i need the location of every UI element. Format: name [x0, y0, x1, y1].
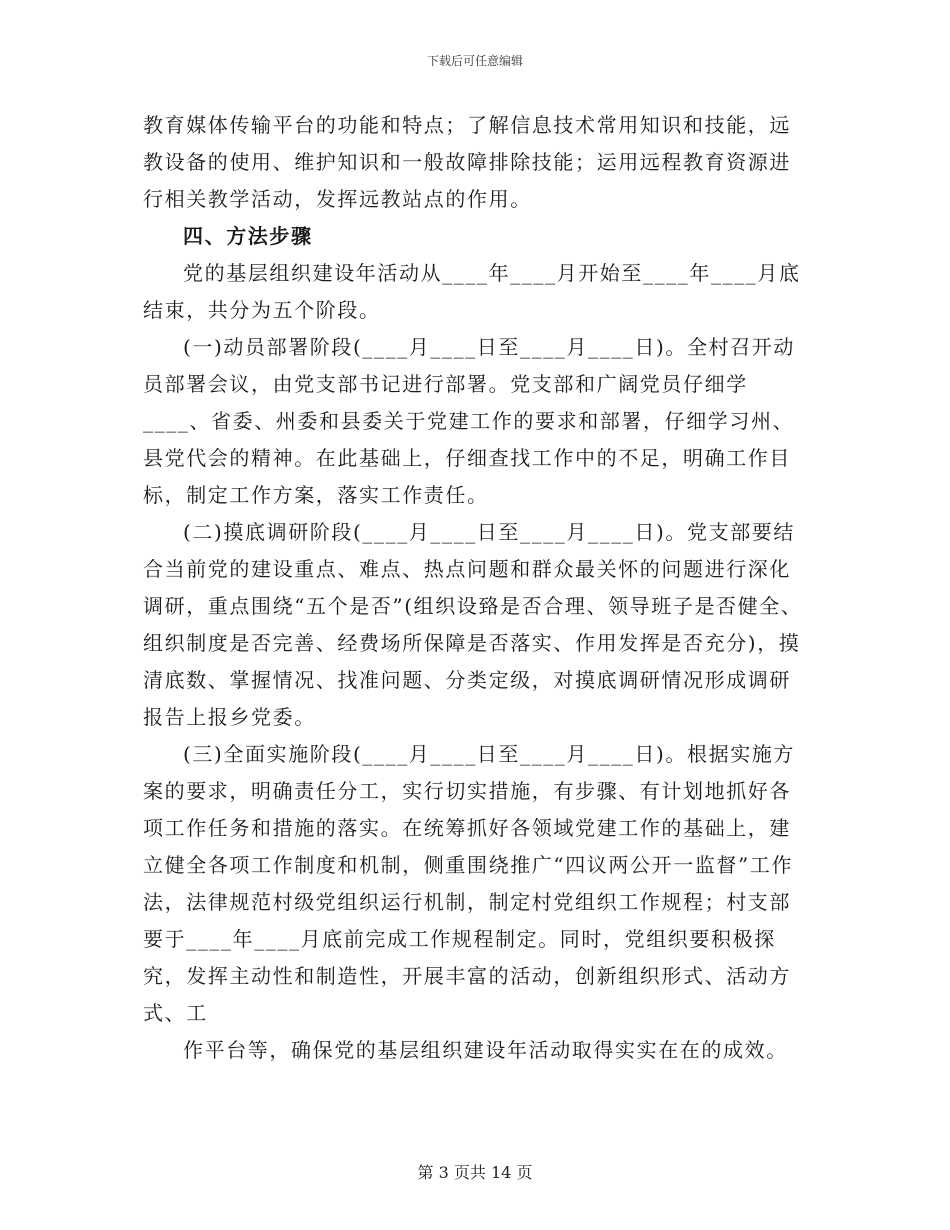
document-body — [143, 107, 808, 1069]
page-footer: 第 3 页共 14 页 — [417, 1163, 533, 1182]
page-header: 下载后可任意编辑 — [426, 54, 523, 68]
paragraph: (一)动员部署阶段(____月____日至____月____日)。全村召开动员部署会议，由党支部书记进行部署。党支部和广阔党员仔细学____、省委、州委和县委关于党建工作的要求和部署，仔细学习州、县党代会的精神。在此基础上，仔细查找工作中的不足，明确工作目标，制定工作方案，落实工作责任。 — [143, 335, 796, 507]
paragraph: (三)全面实施阶段(____月____日至____月____日)。根据实施方案的要求，明确责任分工，实行切实措施，有步骤、有计划地抓好各项工作任务和措施的落实。在统筹抓好各领域党建工作的基础上，建立健全各项工作制度和机制，侧重围绕推广“四议两公开一监督”工作法，法律规范村级党组织运行机制，制定村党组织工作规程；村支部要于____年____月底前完成工作规程制定。同时，党组织要积极探究，发挥主动性和制造性，开展丰富的活动，创新组织形式、活动方式、工 — [143, 742, 796, 1025]
paragraph: 作平台等，确保党的基层组织建设年活动取得实实在在的成效。 — [183, 1038, 788, 1062]
paragraph-continuation: 教育媒体传输平台的功能和特点；了解信息技术常用知识和技能，远教设备的使用、维护知识和一般故障排除技能；运用远程教育资源进行相关教学活动，发挥远教站点的作用。 — [143, 113, 791, 211]
paragraph: 党的基层组织建设年活动从____年____月开始至____年____月底结束，共分为五个阶段。 — [143, 261, 801, 322]
section-heading: 四、方法步骤 — [183, 224, 313, 248]
paragraph: (二)摸底调研阶段(____月____日至____月____日)。党支部要结合当前党的建设重点、难点、热点问题和群众最关怀的问题进行深化调研，重点围绕“五个是否”(组织设臵是否合理、领导班子是否健全、组织制度是否完善、经费场所保障是否落实、作用发挥是否充分)，摸清底数、掌握情况、找准问题、分类定级，对摸底调研情况形成调研报告上报乡党委。 — [143, 520, 803, 729]
